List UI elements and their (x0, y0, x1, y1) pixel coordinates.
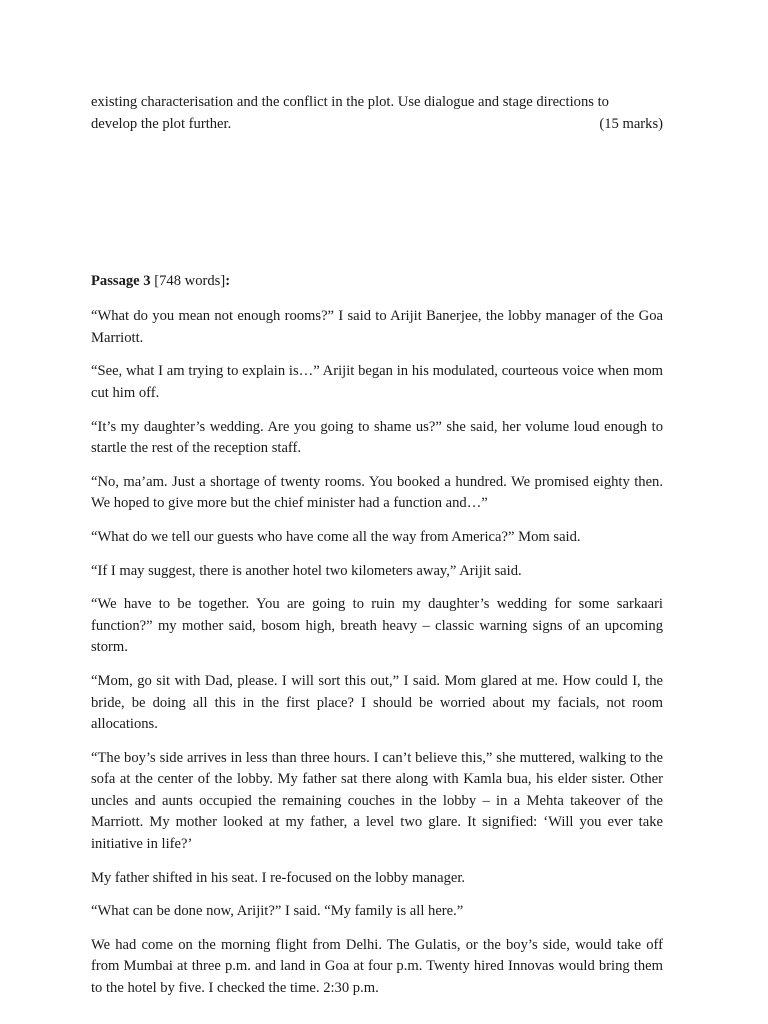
paragraph: “If I may suggest, there is another hotel two kilometers away,” Arijit said. (91, 562, 522, 579)
paragraph: “No, ma’am. Just a shortage of twenty rooms. You booked a hundred. We promised eighty then. We hoped to give more but the chief minister had a function and…” (91, 473, 663, 512)
marks-label: (15 marks) (599, 115, 663, 132)
paragraph: “What do you mean not enough rooms?” I said to Arijit Banerjee, the lobby manager of the Goa Marriott. (91, 308, 663, 346)
intro-text-line-end: develop the plot further. (91, 115, 232, 132)
paragraph: We had come on the morning flight from Delhi. The Gulatis, or the boy’s side, would take off from Mumbai at three p.m. and land in Goa at four p.m. Twenty hired Innovas would bring them to the hotel by five. I checked the time. 2:30 p.m. (91, 936, 663, 997)
intro-text-line: existing characterisation and the conflict in the plot. Use dialogue and stage directions to (91, 94, 609, 110)
paragraph: “It’s my daughter’s wedding. Are you going to shame us?” she said, her volume loud enough to startle the rest of the reception staff. (91, 418, 663, 457)
paragraph: “See, what I am trying to explain is…” Arijit began in his modulated, courteous voice when mom cut him off. (91, 363, 663, 401)
passage-title: Passage 3 (91, 273, 151, 290)
paragraph: “We have to be together. You are going to ruin my daughter’s wedding for some sarkaari function?” my mother said, bosom high, breath heavy – classic warning signs of an upcoming storm. (91, 596, 663, 656)
paragraph: My father shifted in his seat. I re-focused on the lobby manager. (91, 869, 466, 886)
paragraph: “Mom, go sit with Dad, please. I will sort this out,” I said. Mom glared at me. How could I, the bride, be doing all this in the first place? I should be worried about my facials, not room allocations. (91, 672, 663, 733)
passage-heading (91, 270, 663, 292)
document-page (91, 92, 663, 1000)
intro-text-last-line (91, 114, 663, 136)
paragraph: “What do we tell our guests who have come all the way from America?” Mom said. (91, 528, 581, 545)
paragraph: “What can be done now, Arijit?” I said. “My family is all here.” (91, 903, 464, 920)
passage-word-count: [748 words] (154, 273, 226, 290)
paragraph: “The boy’s side arrives in less than three hours. I can’t believe this,” she muttered, walking to the sofa at the center of the lobby. My father sat there along with Kamla bua, his elder sister. Other uncles and aunts occupied the remaining couches in the lobby – in a Mehta takeover of the Marriott. My mother looked at my father, a level two glare. It signified: ‘Will you ever take initiative in life?’ (91, 749, 663, 853)
passage-heading-colon: : (225, 273, 231, 290)
